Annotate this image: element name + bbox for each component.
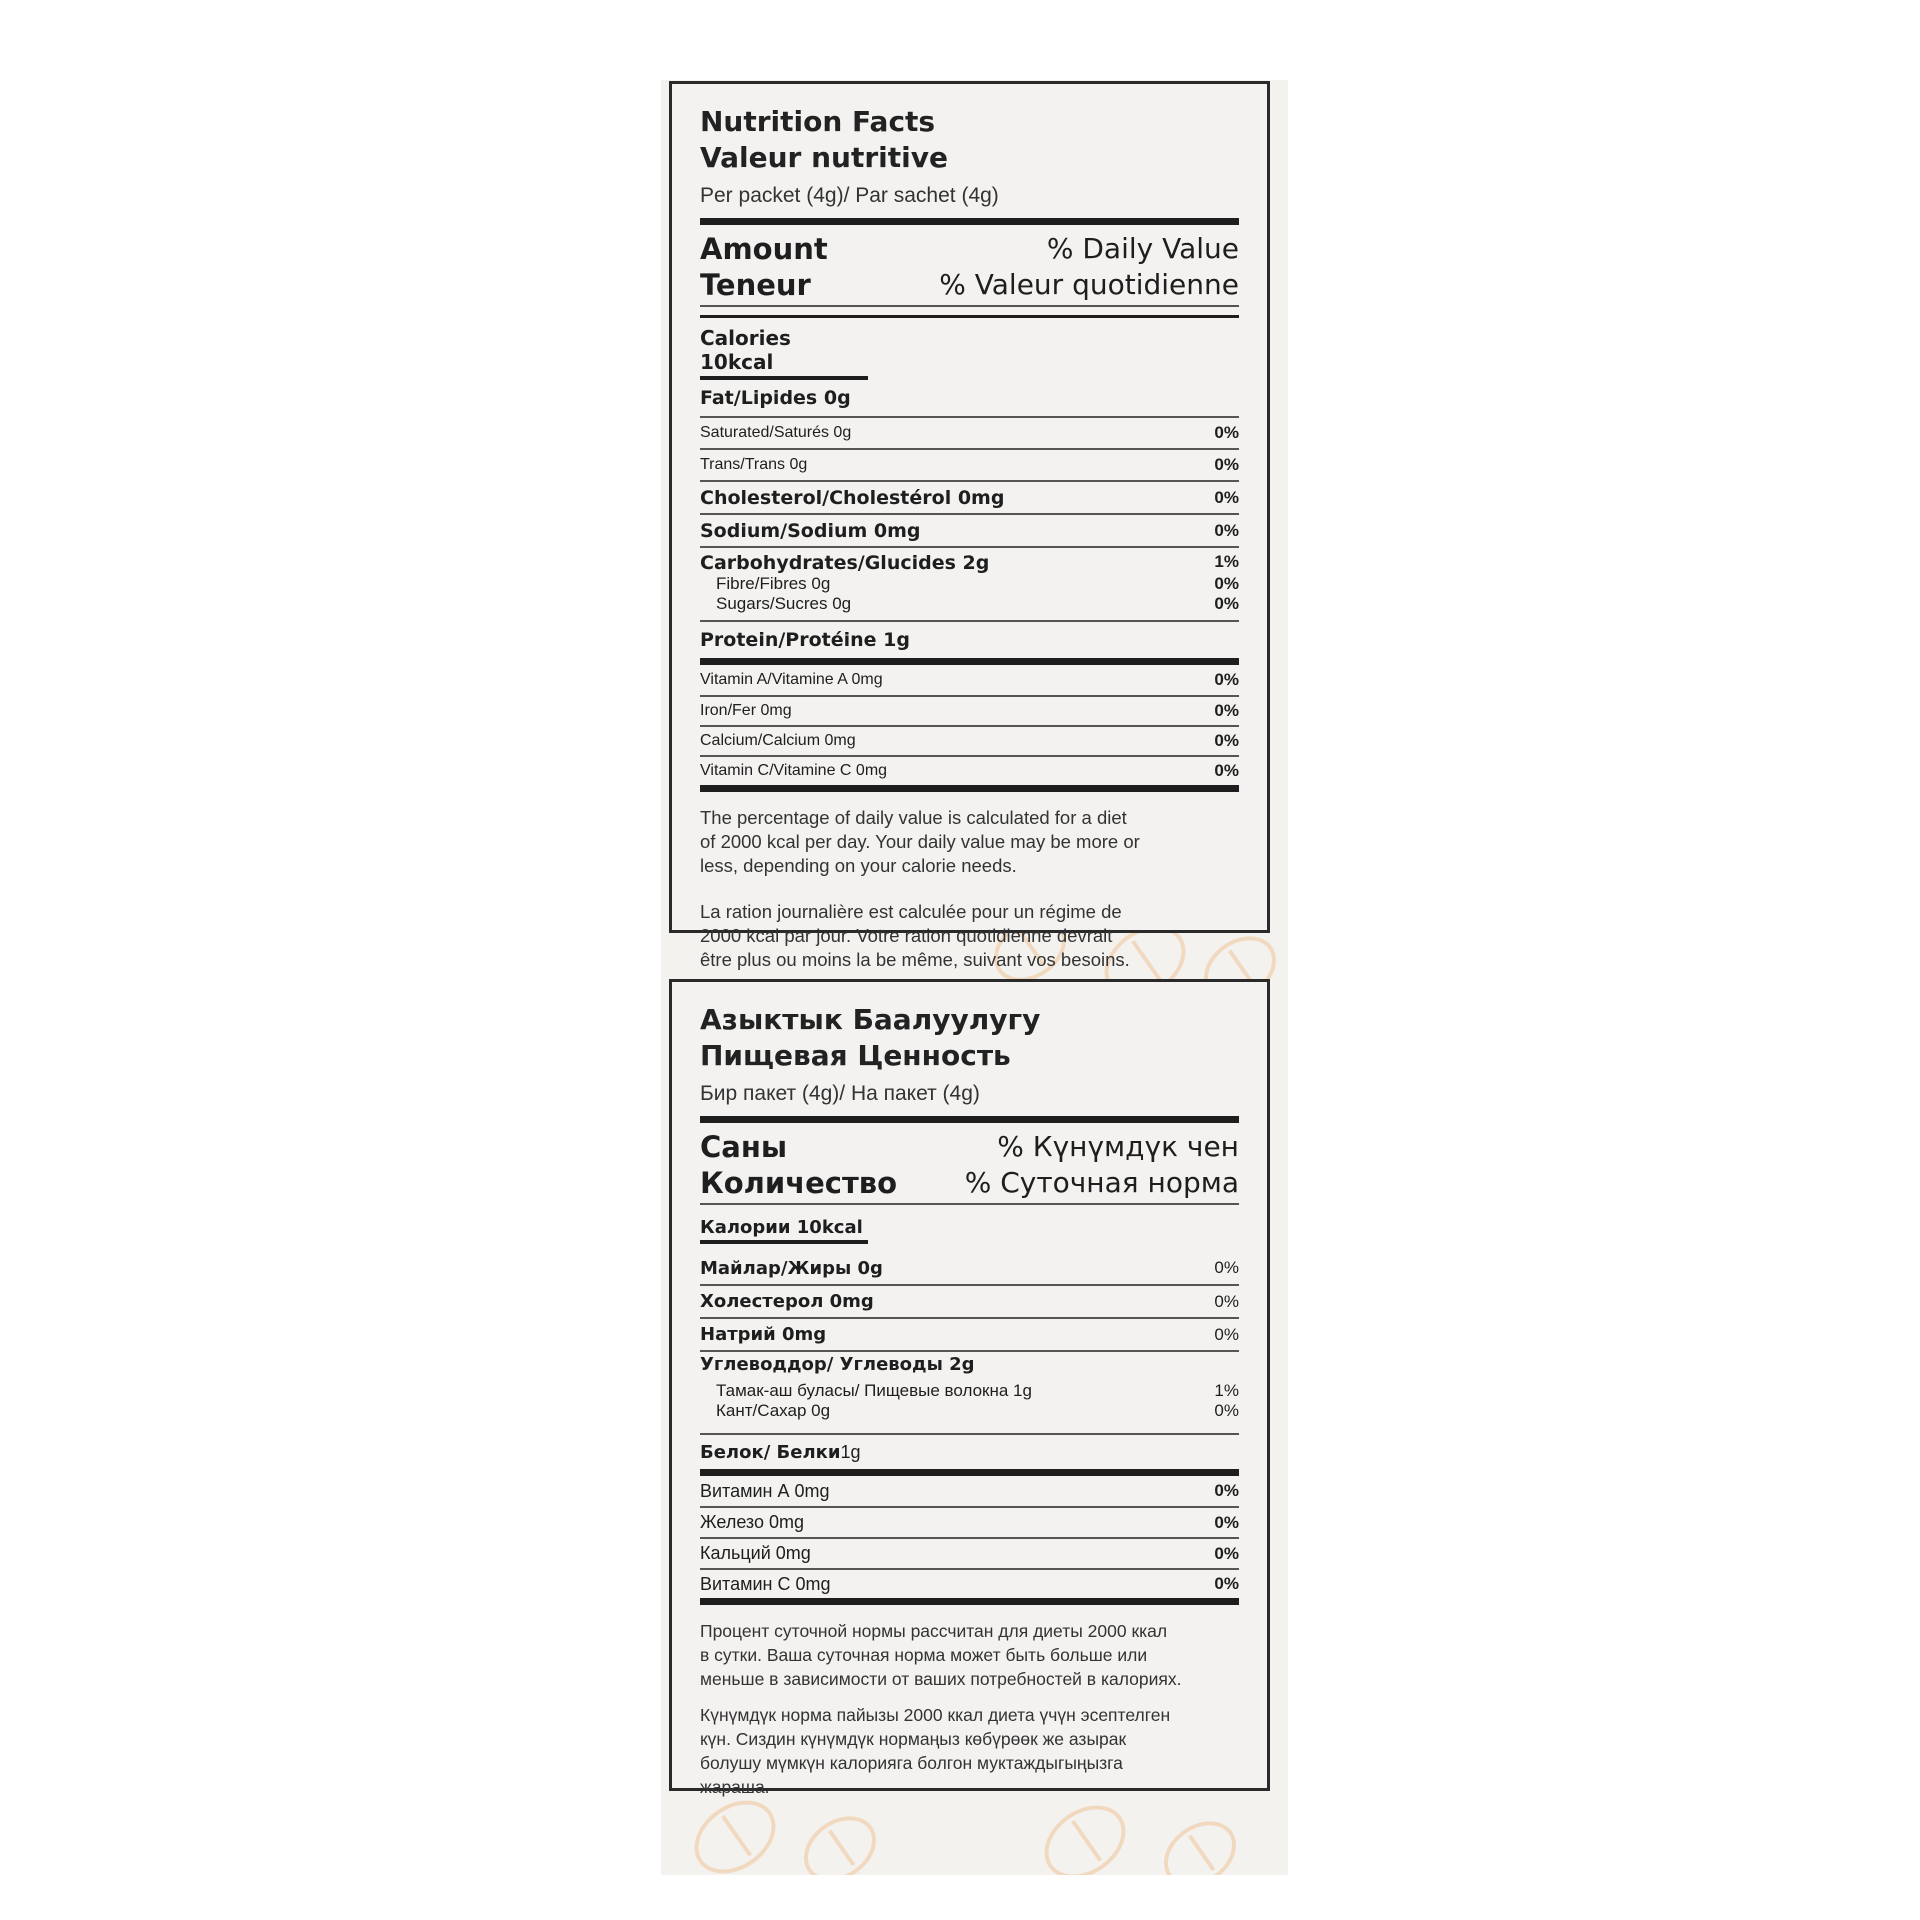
sodium: Натрий 0mg xyxy=(700,1324,827,1345)
fibre: Тамак-аш буласы/ Пищевые волокна 1g xyxy=(716,1381,1032,1400)
amount-en: Amount xyxy=(700,232,828,266)
divider-thick xyxy=(700,218,1239,225)
fibre-dv: 1% xyxy=(1214,1381,1239,1400)
title-ky: Азыктык Баалуулугу xyxy=(700,1003,1041,1036)
footnote-en-line: The percentage of daily value is calculated for a diet xyxy=(700,807,1127,828)
amount-ky: Саны xyxy=(700,1130,788,1164)
vitamin-c: Vitamin C/Vitamine C 0mg xyxy=(700,762,888,779)
trans-dv: 0% xyxy=(1214,455,1239,474)
divider-thick xyxy=(700,785,1239,792)
calcium: Calcium/Calcium 0mg xyxy=(700,732,856,749)
vitamin-a-dv: 0% xyxy=(1214,1481,1239,1500)
vitamin-a: Vitamin A/Vitamine A 0mg xyxy=(700,671,883,688)
footnote-ky-line: күн. Сиздин күнүмдүк нормаңыз көбүрөөк же азырак xyxy=(700,1729,1127,1749)
title-fr: Valeur nutritive xyxy=(700,141,948,174)
title-en: Nutrition Facts xyxy=(700,105,936,138)
calories: Калории 10kcal xyxy=(700,1217,868,1244)
sodium: Sodium/Sodium 0mg xyxy=(700,519,921,542)
fat: Fat/Lipides 0g xyxy=(700,387,851,409)
nutrition-facts-panel-en-fr xyxy=(669,81,1270,970)
calcium-dv: 0% xyxy=(1214,1543,1239,1563)
footnote-fr xyxy=(700,900,1239,972)
cholesterol: Холестерол 0mg xyxy=(700,1291,874,1312)
sugar: Кант/Сахар 0g xyxy=(716,1401,831,1420)
amount-ru: Количество xyxy=(700,1166,898,1200)
footnote-ky-line: Күнүмдүк норма пайызы 2000 ккал диета үчүн эсептелген xyxy=(700,1705,1171,1725)
vitamin-c-dv: 0% xyxy=(1214,1574,1239,1593)
footnote-ru-line: в сутки. Ваша суточная норма может быть больше или xyxy=(700,1645,1148,1665)
vitamin-a: Витамин А 0mg xyxy=(700,1480,830,1501)
saturated: Saturated/Saturés 0g xyxy=(700,424,852,441)
nutrition-facts-panel-ky-ru xyxy=(669,979,1270,1797)
protein-value: 1g xyxy=(840,1441,861,1462)
serving-size: Бир пакет (4g)/ На пакет (4g) xyxy=(700,1082,980,1105)
fibre-dv: 0% xyxy=(1214,574,1239,593)
sodium-dv: 0% xyxy=(1214,520,1239,540)
footnote-ky-line: болушу мүмкүн калорияга болгон муктаждыгыңызга xyxy=(700,1753,1123,1773)
protein: Protein/Protéine 1g xyxy=(700,629,910,651)
calories: Calories 10kcal xyxy=(700,326,868,380)
footnote-en xyxy=(700,806,1239,878)
daily-value-ky: % Күнүмдүк чен xyxy=(997,1130,1239,1163)
sugar-dv: 0% xyxy=(1214,1401,1239,1420)
vitamin-a-dv: 0% xyxy=(1214,670,1239,689)
divider-thick xyxy=(700,658,1239,665)
sodium-dv: 0% xyxy=(1214,1324,1239,1344)
fat-dv: 0% xyxy=(1214,1258,1239,1277)
footnote-fr-line: La ration journalière est calculée pour un régime de xyxy=(700,901,1122,922)
cholesterol-dv: 0% xyxy=(1214,487,1239,507)
sugars: Sugars/Sucres 0g xyxy=(716,594,852,613)
footnote-ru-line: Процент суточной нормы рассчитан для диеты 2000 ккал xyxy=(700,1621,1168,1641)
carbohydrates-dv: 1% xyxy=(1214,552,1239,571)
footnote-ky-line: жараша. xyxy=(700,1777,770,1797)
iron-dv: 0% xyxy=(1214,1512,1239,1532)
calcium: Кальций 0mg xyxy=(700,1543,811,1563)
protein: Белок/ Белки xyxy=(700,1441,841,1463)
divider-mid xyxy=(700,315,1239,318)
carbohydrates: Carbohydrates/Glucides 2g xyxy=(700,552,990,574)
footnote-ky xyxy=(700,1703,1239,1799)
cholesterol-dv: 0% xyxy=(1214,1291,1239,1311)
divider-thick xyxy=(700,1469,1239,1476)
footnote-en-line: of 2000 kcal per day. Your daily value may be more or xyxy=(700,831,1140,852)
footnote-ru-line: меньше в зависимости от ваших потребностей в калориях. xyxy=(700,1669,1182,1689)
cholesterol: Cholesterol/Cholestérol 0mg xyxy=(700,486,1005,509)
footnote-en-line: less, depending on your calorie needs. xyxy=(700,855,1017,876)
carbohydrates: Углеводдор/ Углеводы 2g xyxy=(700,1354,975,1375)
footnote-fr-line: être plus ou moins la be même, suivant vos besoins. xyxy=(700,949,1130,970)
divider-thick xyxy=(700,1116,1239,1123)
daily-value-ru: % Суточная норма xyxy=(964,1166,1239,1199)
divider-thick xyxy=(700,1598,1239,1605)
coffee-bean-icon xyxy=(1151,1808,1248,1875)
serving-size: Per packet (4g)/ Par sachet (4g) xyxy=(700,184,999,207)
calcium-dv: 0% xyxy=(1214,731,1239,750)
daily-value-fr: % Valeur quotidienne xyxy=(939,268,1239,301)
iron-dv: 0% xyxy=(1214,701,1239,720)
iron: Железо 0mg xyxy=(700,1512,805,1532)
coffee-bean-icon xyxy=(791,1803,888,1875)
saturated-dv: 0% xyxy=(1214,423,1239,442)
fibre: Fibre/Fibres 0g xyxy=(716,574,831,593)
trans: Trans/Trans 0g xyxy=(700,456,808,473)
footnote-ru xyxy=(700,1619,1239,1691)
daily-value-en: % Daily Value xyxy=(1046,232,1239,265)
footnote-fr-line: 2000 kcal par jour. Votre ration quotidienne devrait xyxy=(700,925,1113,946)
vitamin-c-dv: 0% xyxy=(1214,761,1239,780)
coffee-bean-icon xyxy=(1031,1791,1140,1875)
amount-fr: Teneur xyxy=(700,268,811,302)
sugars-dv: 0% xyxy=(1214,594,1239,613)
vitamin-c: Витамин С 0mg xyxy=(700,1573,831,1594)
fat: Майлар/Жиры 0g xyxy=(700,1257,883,1279)
title-ru: Пищевая Ценность xyxy=(700,1039,1011,1072)
iron: Iron/Fer 0mg xyxy=(700,702,792,719)
